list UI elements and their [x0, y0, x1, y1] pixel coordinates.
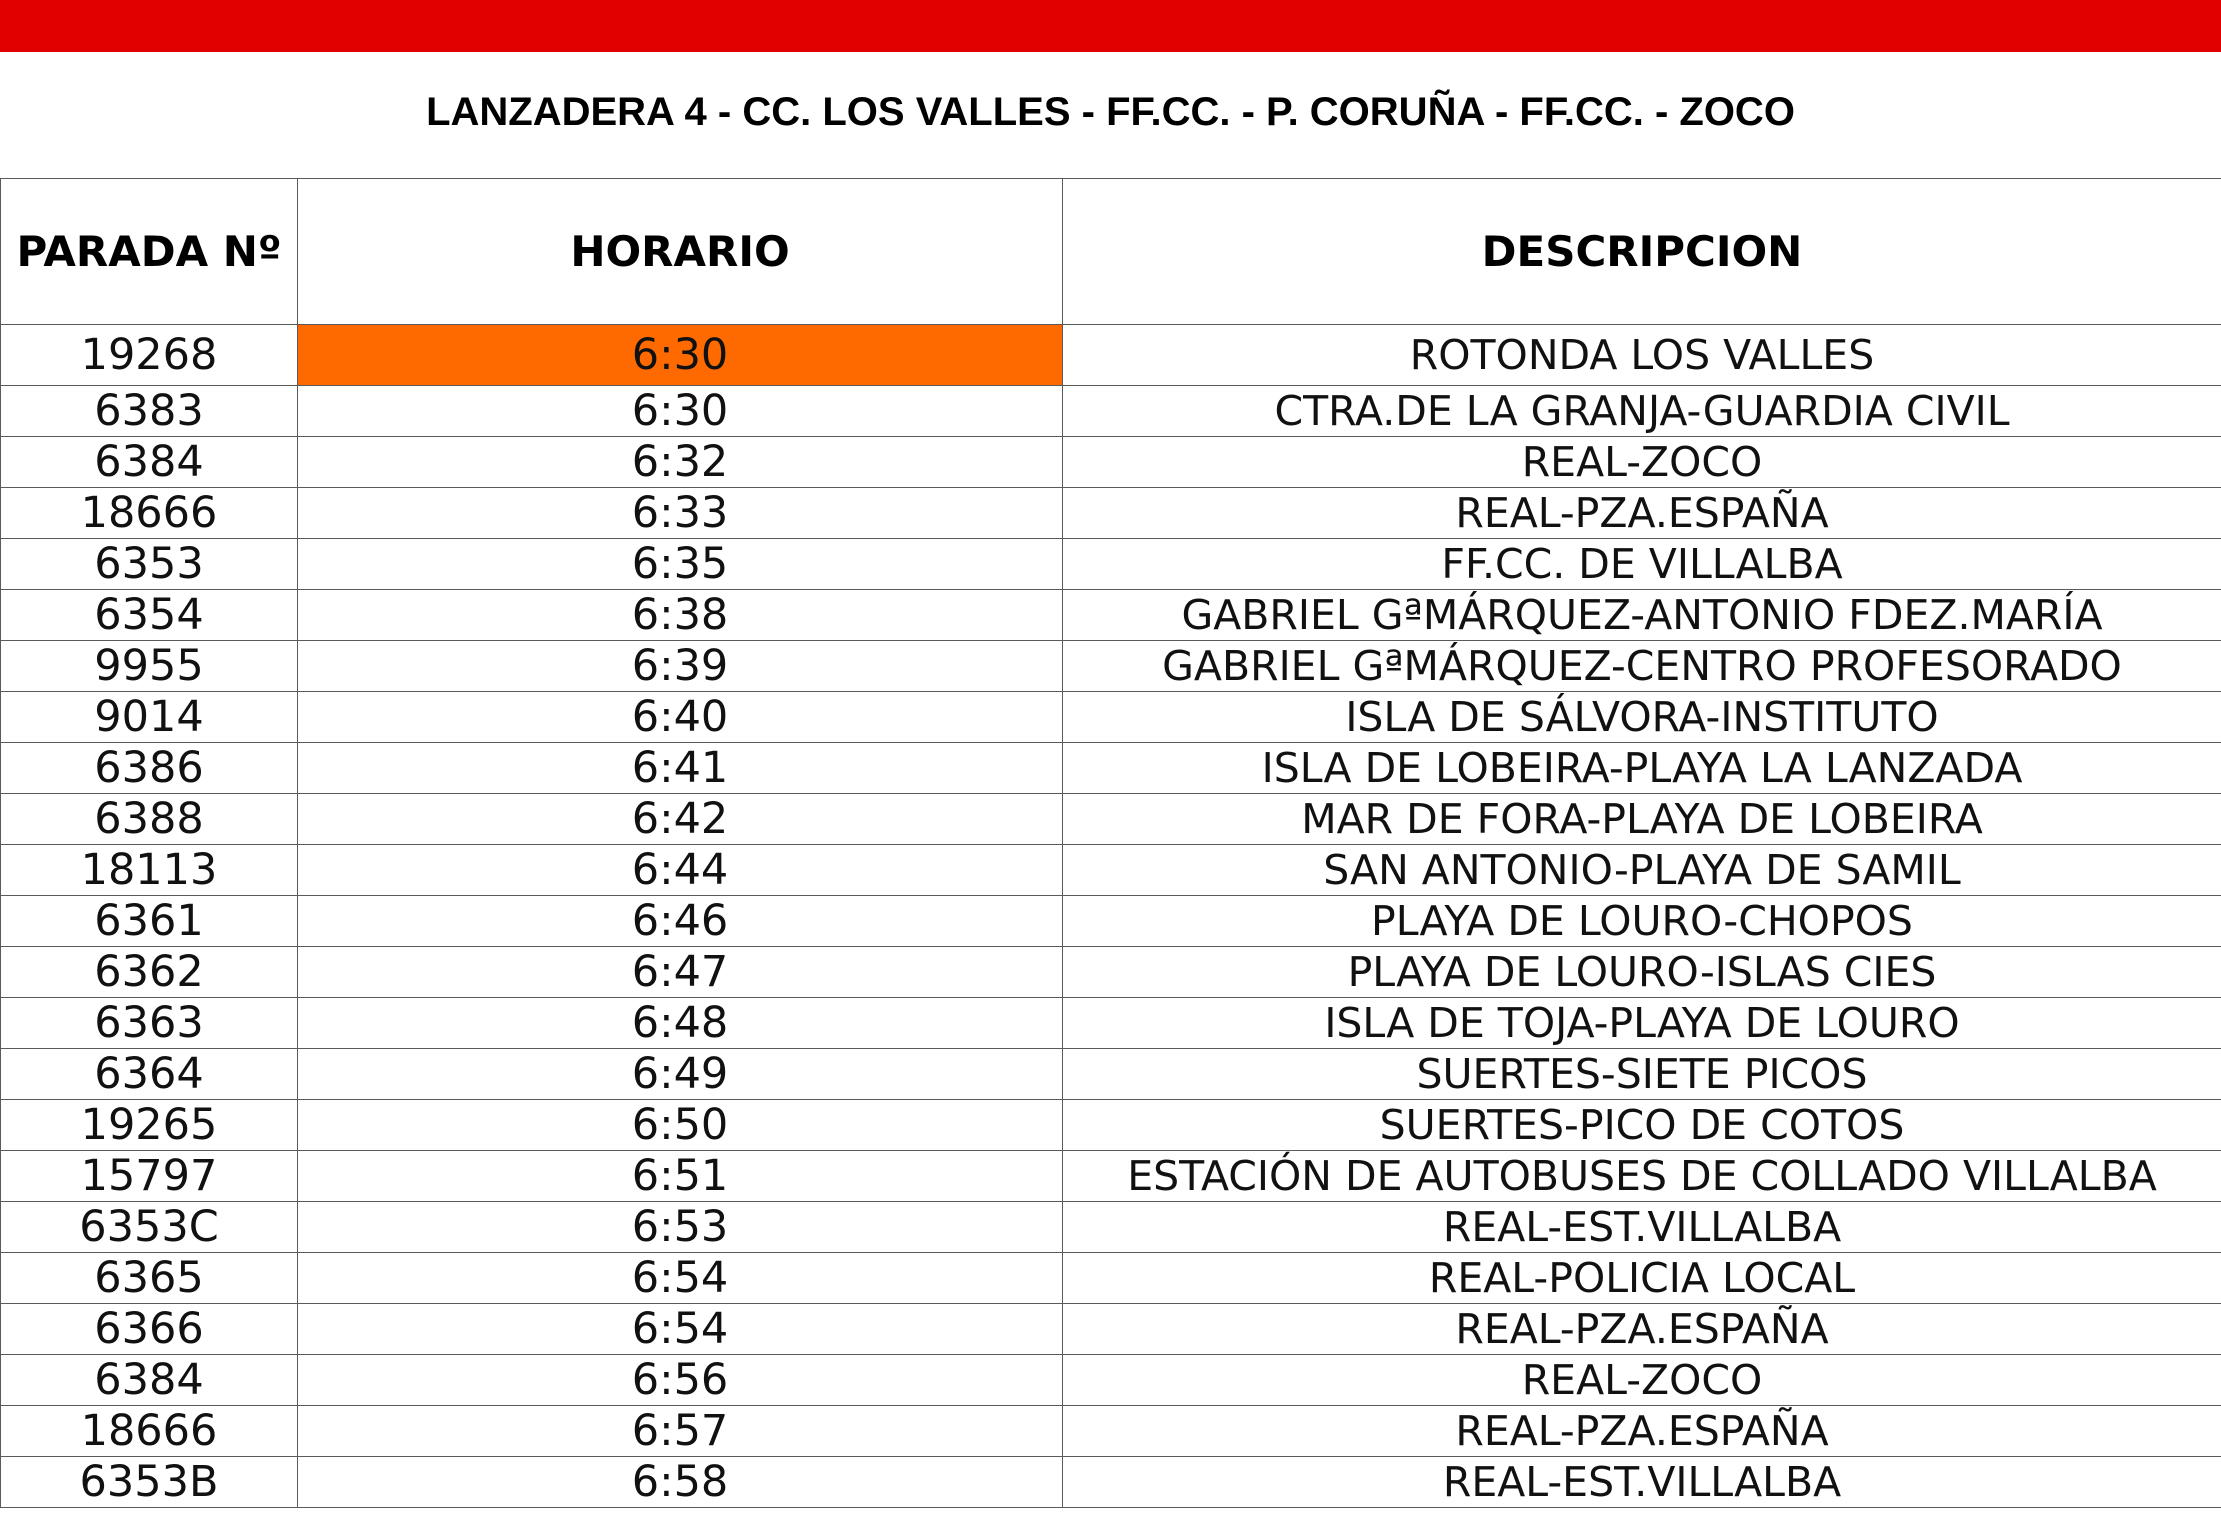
stop-number-cell: 19268 [1, 325, 298, 386]
stop-description-cell: REAL-ZOCO [1063, 1355, 2221, 1406]
stop-number-cell: 6353 [1, 539, 298, 590]
table-row [1, 743, 2221, 794]
schedule-time-cell: 6:38 [298, 590, 1063, 641]
table-row [1, 386, 2221, 437]
stop-description-cell: PLAYA DE LOURO-CHOPOS [1063, 896, 2221, 947]
stop-number-cell: 18666 [1, 1406, 298, 1457]
stop-number-cell: 18113 [1, 845, 298, 896]
schedule-time-cell: 6:33 [298, 488, 1063, 539]
schedule-time-cell: 6:30 [298, 325, 1063, 386]
stop-description-cell: REAL-POLICIA LOCAL [1063, 1253, 2221, 1304]
stop-number-cell: 18666 [1, 488, 298, 539]
stop-description-cell: ISLA DE SÁLVORA-INSTITUTO [1063, 692, 2221, 743]
stop-number-cell: 6353B [1, 1457, 298, 1508]
stop-description-cell: SAN ANTONIO-PLAYA DE SAMIL [1063, 845, 2221, 896]
schedule-time-cell: 6:56 [298, 1355, 1063, 1406]
stop-number-cell: 6384 [1, 437, 298, 488]
stop-number-cell: 6365 [1, 1253, 298, 1304]
table-row [1, 590, 2221, 641]
table-row [1, 1253, 2221, 1304]
schedule-time-cell: 6:54 [298, 1304, 1063, 1355]
header-stop-number: PARADA Nº [1, 179, 298, 325]
schedule-time-cell: 6:32 [298, 437, 1063, 488]
schedule-time-cell: 6:46 [298, 896, 1063, 947]
stop-number-cell: 6354 [1, 590, 298, 641]
table-row [1, 1355, 2221, 1406]
schedule-time-cell: 6:50 [298, 1100, 1063, 1151]
table-row [1, 325, 2221, 386]
table-row [1, 488, 2221, 539]
stop-number-cell: 6364 [1, 1049, 298, 1100]
stop-description-cell: PLAYA DE LOURO-ISLAS CIES [1063, 947, 2221, 998]
header-row [1, 179, 2221, 325]
stop-description-cell: ROTONDA LOS VALLES [1063, 325, 2221, 386]
stop-number-cell: 6362 [1, 947, 298, 998]
stop-number-cell: 6353C [1, 1202, 298, 1253]
schedule-time-cell: 6:44 [298, 845, 1063, 896]
table-row [1, 1304, 2221, 1355]
stop-description-cell: FF.CC. DE VILLALBA [1063, 539, 2221, 590]
stop-number-cell: 9014 [1, 692, 298, 743]
table-row [1, 437, 2221, 488]
table-row [1, 794, 2221, 845]
schedule-time-cell: 6:49 [298, 1049, 1063, 1100]
schedule-time-cell: 6:54 [298, 1253, 1063, 1304]
header-description: DESCRIPCION [1063, 179, 2221, 325]
stop-number-cell: 6386 [1, 743, 298, 794]
schedule-time-cell: 6:57 [298, 1406, 1063, 1457]
stop-number-cell: 6388 [1, 794, 298, 845]
stop-number-cell: 15797 [1, 1151, 298, 1202]
stop-description-cell: REAL-PZA.ESPAÑA [1063, 1406, 2221, 1457]
schedule-time-cell: 6:42 [298, 794, 1063, 845]
schedule-time-cell: 6:51 [298, 1151, 1063, 1202]
table-row [1, 1457, 2221, 1508]
schedule-time-cell: 6:35 [298, 539, 1063, 590]
schedule-time-cell: 6:48 [298, 998, 1063, 1049]
stop-description-cell: MAR DE FORA-PLAYA DE LOBEIRA [1063, 794, 2221, 845]
stop-description-cell: REAL-EST.VILLALBA [1063, 1202, 2221, 1253]
table-row [1, 1049, 2221, 1100]
table-row [1, 845, 2221, 896]
route-title: LANZADERA 4 - CC. LOS VALLES - FF.CC. - P. CORUÑA - FF.CC. - ZOCO [426, 90, 1795, 134]
schedule-time-cell: 6:58 [298, 1457, 1063, 1508]
table-row [1, 692, 2221, 743]
table-row [1, 998, 2221, 1049]
schedule-table [0, 178, 2221, 1508]
table-row [1, 641, 2221, 692]
table-row [1, 896, 2221, 947]
stop-description-cell: REAL-ZOCO [1063, 437, 2221, 488]
table-row [1, 1406, 2221, 1457]
stop-description-cell: SUERTES-PICO DE COTOS [1063, 1100, 2221, 1151]
schedule-time-cell: 6:40 [298, 692, 1063, 743]
stop-description-cell: REAL-PZA.ESPAÑA [1063, 488, 2221, 539]
stop-description-cell: CTRA.DE LA GRANJA-GUARDIA CIVIL [1063, 386, 2221, 437]
schedule-time-cell: 6:39 [298, 641, 1063, 692]
table-row [1, 1202, 2221, 1253]
stop-description-cell: REAL-EST.VILLALBA [1063, 1457, 2221, 1508]
stop-description-cell: ISLA DE LOBEIRA-PLAYA LA LANZADA [1063, 743, 2221, 794]
stop-number-cell: 19265 [1, 1100, 298, 1151]
table-row [1, 539, 2221, 590]
stop-description-cell: ISLA DE TOJA-PLAYA DE LOURO [1063, 998, 2221, 1049]
schedule-time-cell: 6:30 [298, 386, 1063, 437]
top-color-bar [0, 0, 2221, 52]
schedule-time-cell: 6:47 [298, 947, 1063, 998]
stop-description-cell: ESTACIÓN DE AUTOBUSES DE COLLADO VILLALBA [1063, 1151, 2221, 1202]
stop-number-cell: 9955 [1, 641, 298, 692]
stop-number-cell: 6384 [1, 1355, 298, 1406]
table-row [1, 1100, 2221, 1151]
schedule-time-cell: 6:41 [298, 743, 1063, 794]
schedule-time-cell: 6:53 [298, 1202, 1063, 1253]
stop-description-cell: GABRIEL GªMÁRQUEZ-CENTRO PROFESORADO [1063, 641, 2221, 692]
stop-number-cell: 6361 [1, 896, 298, 947]
stop-description-cell: GABRIEL GªMÁRQUEZ-ANTONIO FDEZ.MARÍA [1063, 590, 2221, 641]
stop-number-cell: 6366 [1, 1304, 298, 1355]
stop-description-cell: REAL-PZA.ESPAÑA [1063, 1304, 2221, 1355]
stop-description-cell: SUERTES-SIETE PICOS [1063, 1049, 2221, 1100]
table-row [1, 1151, 2221, 1202]
header-schedule: HORARIO [298, 179, 1063, 325]
stop-number-cell: 6383 [1, 386, 298, 437]
stop-number-cell: 6363 [1, 998, 298, 1049]
table-row [1, 947, 2221, 998]
schedule-body [1, 325, 2221, 1508]
